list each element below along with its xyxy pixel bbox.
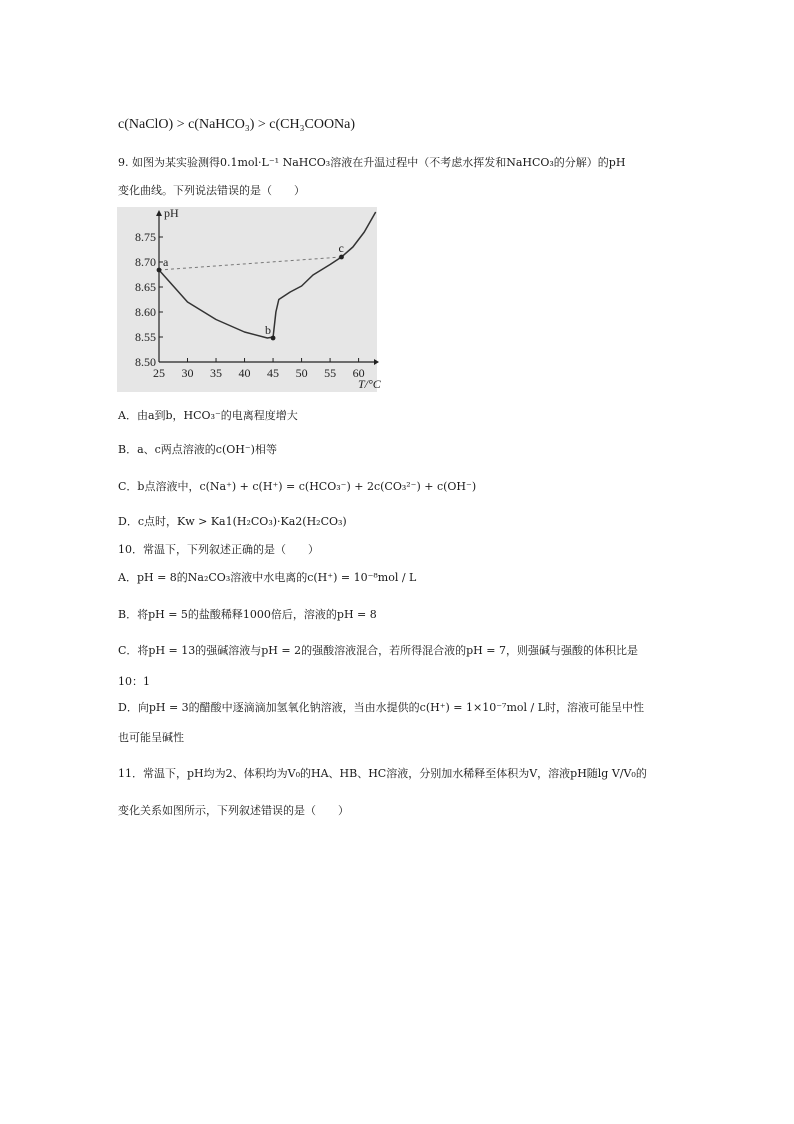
q9-stem-line2: 变化曲线。下列说法错误的是（ ）	[118, 184, 305, 197]
prev-answer-formula: c(NaClO) > c(NaHCO₃) > c(CH₃COONa)	[118, 117, 356, 132]
point-label-a: a	[163, 255, 169, 269]
ph-temperature-chart	[117, 206, 381, 392]
x-tick-label: 25	[153, 366, 165, 380]
x-tick-label: 45	[267, 366, 280, 380]
x-tick-label: 30	[181, 366, 194, 380]
q10-option-d-line2: 也可能呈碱性	[118, 731, 184, 744]
q11-stem-line1: 11．常温下，pH均为2、体积均为V₀的HA、HB、HC溶液，分别加水稀释至体积为V，溶液pH随lg V/V₀的	[118, 767, 647, 780]
y-tick-label: 8.65	[135, 280, 156, 294]
q10-option-a: A．pH = 8的Na₂CO₃溶液中水电离的c(H⁺) = 10⁻⁸mol / L	[118, 571, 417, 584]
q10-stem: 10．常温下，下列叙述正确的是（ ）	[118, 543, 319, 556]
y-tick-label: 8.50	[135, 355, 156, 369]
y-tick-label: 8.75	[135, 230, 156, 244]
chart-svg	[117, 206, 381, 392]
q9-option-a: A．由a到b，HCO₃⁻的电离程度增大	[118, 409, 298, 422]
y-axis-label: pH	[164, 206, 179, 220]
q10-option-d-line1: D．向pH = 3的醋酸中逐滴滴加氢氧化钠溶液，当由水提供的c(H⁺) = 1×10⁻⁷mol / L时，溶液可能呈中性	[118, 701, 645, 714]
x-axis-label: T/°C	[358, 377, 381, 391]
x-tick-label: 35	[210, 366, 223, 380]
chart-background	[117, 207, 377, 392]
x-tick-label: 55	[324, 366, 337, 380]
point-a	[157, 268, 162, 273]
x-tick-label: 60	[352, 366, 365, 380]
q9-option-b: B．a、c两点溶液的c(OH⁻)相等	[118, 443, 277, 456]
q10-option-c-line2: 10：1	[118, 675, 150, 688]
q10-option-c-line1: C．将pH = 13的强碱溶液与pH = 2的强酸溶液混合，若所得混合液的pH = 7，则强碱与强酸的体积比是	[118, 644, 638, 657]
point-c	[339, 255, 344, 260]
point-label-c: c	[338, 241, 344, 255]
x-tick-label: 50	[295, 366, 308, 380]
q9-option-d: D．c点时，Kw > Ka1(H₂CO₃)·Ka2(H₂CO₃)	[118, 515, 347, 528]
x-tick-label: 40	[238, 366, 251, 380]
y-tick-label: 8.60	[135, 305, 156, 319]
q11-stem-line2: 变化关系如图所示，下列叙述错误的是（ ）	[118, 804, 349, 817]
point-label-b: b	[265, 323, 272, 337]
q9-option-c: C．b点溶液中，c(Na⁺) + c(H⁺) = c(HCO₃⁻) + 2c(CO₃²⁻) + c(OH⁻)	[118, 480, 477, 493]
point-b	[271, 336, 276, 341]
q10-option-b: B．将pH = 5的盐酸稀释1000倍后，溶液的pH = 8	[118, 608, 377, 621]
y-tick-label: 8.70	[135, 255, 156, 269]
q9-stem-line1: 9. 如图为某实验测得0.1mol·L⁻¹ NaHCO₃溶液在升温过程中（不考虑水挥发和NaHCO₃的分解）的pH	[118, 156, 626, 169]
y-tick-label: 8.55	[135, 330, 156, 344]
